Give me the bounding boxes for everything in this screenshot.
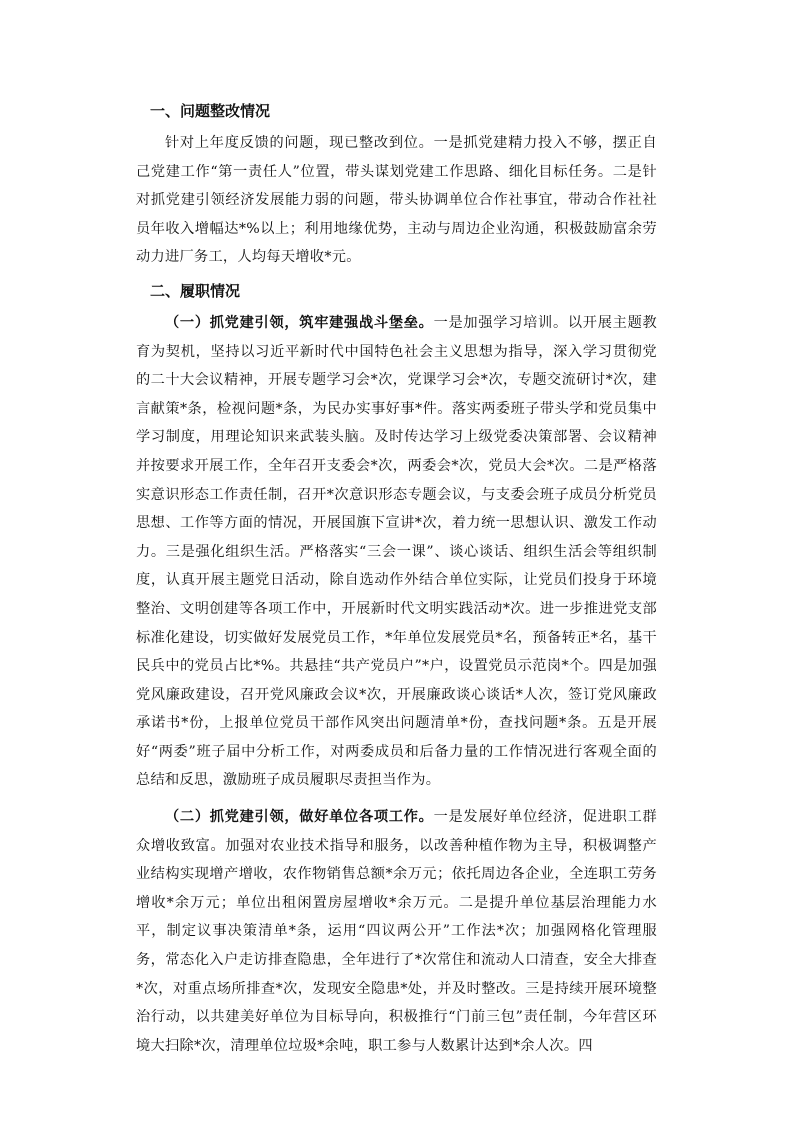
paragraph-body-unit-work: 一是发展好单位经济，促进职工群众增收致富。加强对农业技术指导和服务，以改善种植作物为主导，积极调整产业结构实现增产增收，农作物销售总额*余万元；依托周边各企业，全连职工劳务增收*余万元；单位出租闲置房屋增收*余万元。二是提升单位基层治理能力水平，制定议事决策清单*条，运用“四议两公开”工作法*次；加强网格化管理服务，常态化入户走访排查隐患，全年进行了*次常住和流动人口清查，安全大排查*次，对重点场所排查*次，发现安全隐患*处，并及时整改。三是持续开展环境整治行动，以共建美好单位为目标导向，积极推行“门前三包”责任制，今年营区环境大扫除*次，清理单位垃圾*余吨，职工参与人数累计达到*余人次。四 (136, 809, 657, 1054)
subheading-party-building-fortress: （一）抓党建引领，筑牢建强战斗堡垒。 (165, 314, 434, 331)
section-heading-duty-performance: 二、履职情况 (150, 281, 241, 300)
paragraph-unit-work (136, 803, 657, 1060)
paragraph-party-building-fortress (136, 309, 657, 795)
section-heading-problem-rectification: 一、问题整改情况 (150, 102, 271, 120)
paragraph-problem-rectification: 针对上年度反馈的问题，现已整改到位。一是抓党建精力投入不够，摆正自己党建工作“第一责任人”位置，带头谋划党建工作思路、细化目标任务。二是针对抓党建引领经济发展能力弱的问题，带头协调单位合作社事宜，带动合作社社员年收入增幅达*%以上；利用地缘优势，主动与周边企业沟通，积极鼓励富余劳动力进厂务工，人均每天增收*元。 (136, 135, 657, 266)
paragraph-body-party-building-fortress: 一是加强学习培训。以开展主题教育为契机，坚持以习近平新时代中国特色社会主义思想为指导，深入学习贯彻党的二十大会议精神，开展专题学习会*次，党课学习会*次，专题交流研讨*次，建言献策*条，检视问题*条，为民办实事好事*件。落实两委班子带头学和党员集中学习制度，用理论知识来武装头脑。及时传达学习上级党委决策部署、会议精神并按要求开展工作，全年召开支委会*次，两委会*次，党员大会*次。二是严格落实意识形态工作责任制，召开*次意识形态专题会议，与支委会班子成员分析党员思想、工作等方面的情况，开展国旗下宣讲*次，着力统一思想认识、激发工作动力。三是强化组织生活。严格落实“三会一课”、谈心谈话、组织生活会等组织制度，认真开展主题党日活动，除自选动作外结合单位实际，让党员们投身于环境整治、文明创建等各项工作中，开展新时代文明实践活动*次。进一步推进党支部标准化建设，切实做好发展党员工作，*年单位发展党员*名，预备转正*名，基干民兵中的党员占比*%。共悬挂“共产党员户”*户，设置党员示范岗*个。四是加强党风廉政建设，召开党风廉政会议*次，开展廉政谈心谈话*人次，签订党风廉政承诺书*份，上报单位党员干部作风突出问题清单*份，查找问题*条。五是开展好“两委”班子届中分析工作，对两委成员和后备力量的工作情况进行客观全面的总结和反思，激励班子成员履职尽责担当作为。 (136, 314, 657, 789)
subheading-unit-work: （二）抓党建引领，做好单位各项工作。 (165, 809, 434, 826)
